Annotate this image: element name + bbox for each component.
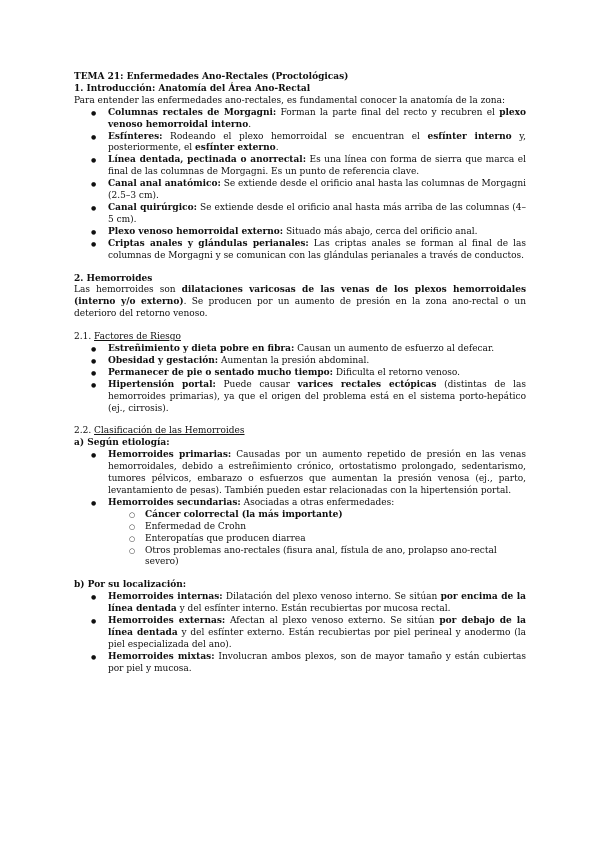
list-item: ● Permanecer de pie o sentado mucho tiempo: Dificulta el retorno venoso. — [74, 368, 526, 380]
list-item: ● Hemorroides primarias: Causadas por un aumento repetido de presión en las venas hemorroidales, debido a estreñimiento crónico, ortostatismo prolongado, sedentarismo, tumores pélvicos, embarazo o esfuerzos que aumentan la presión venosa (ej., parto, levantamiento de pesas). También pueden estar relacionadas con la hipertensión portal. — [74, 450, 526, 498]
list-item: ● Hemorroides externas: Afectan al plexo venoso externo. Se sitúan por debajo de la línea dentada y del esfínter externo. Están recubiertas por piel perineal y anodermo (la piel especializada del ano). — [74, 616, 526, 652]
list-item: ● Columnas rectales de Morgagni: Forman la parte final del recto y recubren el plexo venoso hemorroidal interno. — [74, 108, 526, 132]
list-item: ● Hipertensión portal: Puede causar varices rectales ectópicas (distintas de las hemorroides primarias), ya que el origen del problema está en el sistema porto-hepático (ej., cirrosis). — [74, 380, 526, 416]
anatomy-list — [74, 108, 526, 263]
section-2-2-heading: 2.2. Clasificación de las Hemorroides — [74, 426, 245, 437]
list-item: ● Línea dentada, pectinada o anorrectal: Es una línea con forma de sierra que marca el final de las columnas de Morgagni. Es un punto de referencia clave. — [74, 155, 526, 179]
section-1-intro: Para entender las enfermedades ano-rectales, es fundamental conocer la anatomía de la zona: — [74, 95, 505, 106]
section-2-paragraph: Las hemorroides son dilataciones varicosas de las venas de los plexos hemorroidales (interno y/o externo). Se producen por un aumento de presión en la zona ano-rectal o un deterioro del retorno venoso. — [74, 285, 527, 320]
section-2-1-heading: 2.1. Factores de Riesgo — [74, 332, 181, 343]
sub-list-item: ○ Otros problemas ano-rectales (fisura anal, fístula de ano, prolapso ano-rectal severo) — [74, 546, 526, 570]
location-heading: b) Por su localización: — [74, 580, 187, 591]
list-item: ● Esfínteres: Rodeando el plexo hemorroidal se encuentran el esfínter interno y, posteriormente, el esfínter externo. — [74, 132, 526, 156]
sub-list-item: ○ Enteropatías que producen diarrea — [74, 534, 526, 546]
location-list — [74, 592, 526, 675]
section-2-heading: 2. Hemorroides — [74, 273, 153, 284]
secondary-causes-list — [74, 510, 526, 570]
list-item: ● Criptas anales y glándulas perianales: Las criptas anales se forman al final de las columnas de Morgagni y se comunican con las glándulas perianales a través de conductos. — [74, 239, 526, 263]
list-item: ● Canal anal anatómico: Se extiende desde el orificio anal hasta las columnas de Morgagni (2.5–3 cm). — [74, 179, 526, 203]
etiology-heading: a) Según etiología: — [74, 438, 170, 449]
document-title: TEMA 21: Enfermedades Ano-Rectales (Proctológicas) — [74, 72, 349, 82]
risk-factors-list — [74, 344, 526, 415]
list-item: ● Canal quirúrgico: Se extiende desde el orificio anal hasta más arriba de las columnas (4–5 cm). — [74, 203, 526, 227]
section-1-heading: 1. Introducción: Anatomía del Área Ano-Rectal — [74, 83, 311, 94]
sub-list-item: ○ Enfermedad de Crohn — [74, 522, 526, 534]
list-item: ● Estreñimiento y dieta pobre en fibra: Causan un aumento de esfuerzo al defecar. — [74, 344, 526, 356]
sub-list-item: ○ Cáncer colorrectal (la más importante) — [74, 510, 526, 522]
list-item: ● Plexo venoso hemorroidal externo: Situado más abajo, cerca del orificio anal. — [74, 227, 526, 239]
document-page — [74, 72, 526, 676]
list-item: ● Hemorroides mixtas: Involucran ambos plexos, son de mayor tamaño y están cubiertas por piel y mucosa. — [74, 652, 526, 676]
list-item: ● Obesidad y gestación: Aumentan la presión abdominal. — [74, 356, 526, 368]
list-item: ● Hemorroides internas: Dilatación del plexo venoso interno. Se sitúan por encima de la línea dentada y del esfínter interno. Están recubiertas por mucosa rectal. — [74, 592, 526, 616]
list-item: ● Hemorroides secundarias: Asociadas a otras enfermedades: — [74, 498, 526, 510]
etiology-list — [74, 450, 526, 510]
